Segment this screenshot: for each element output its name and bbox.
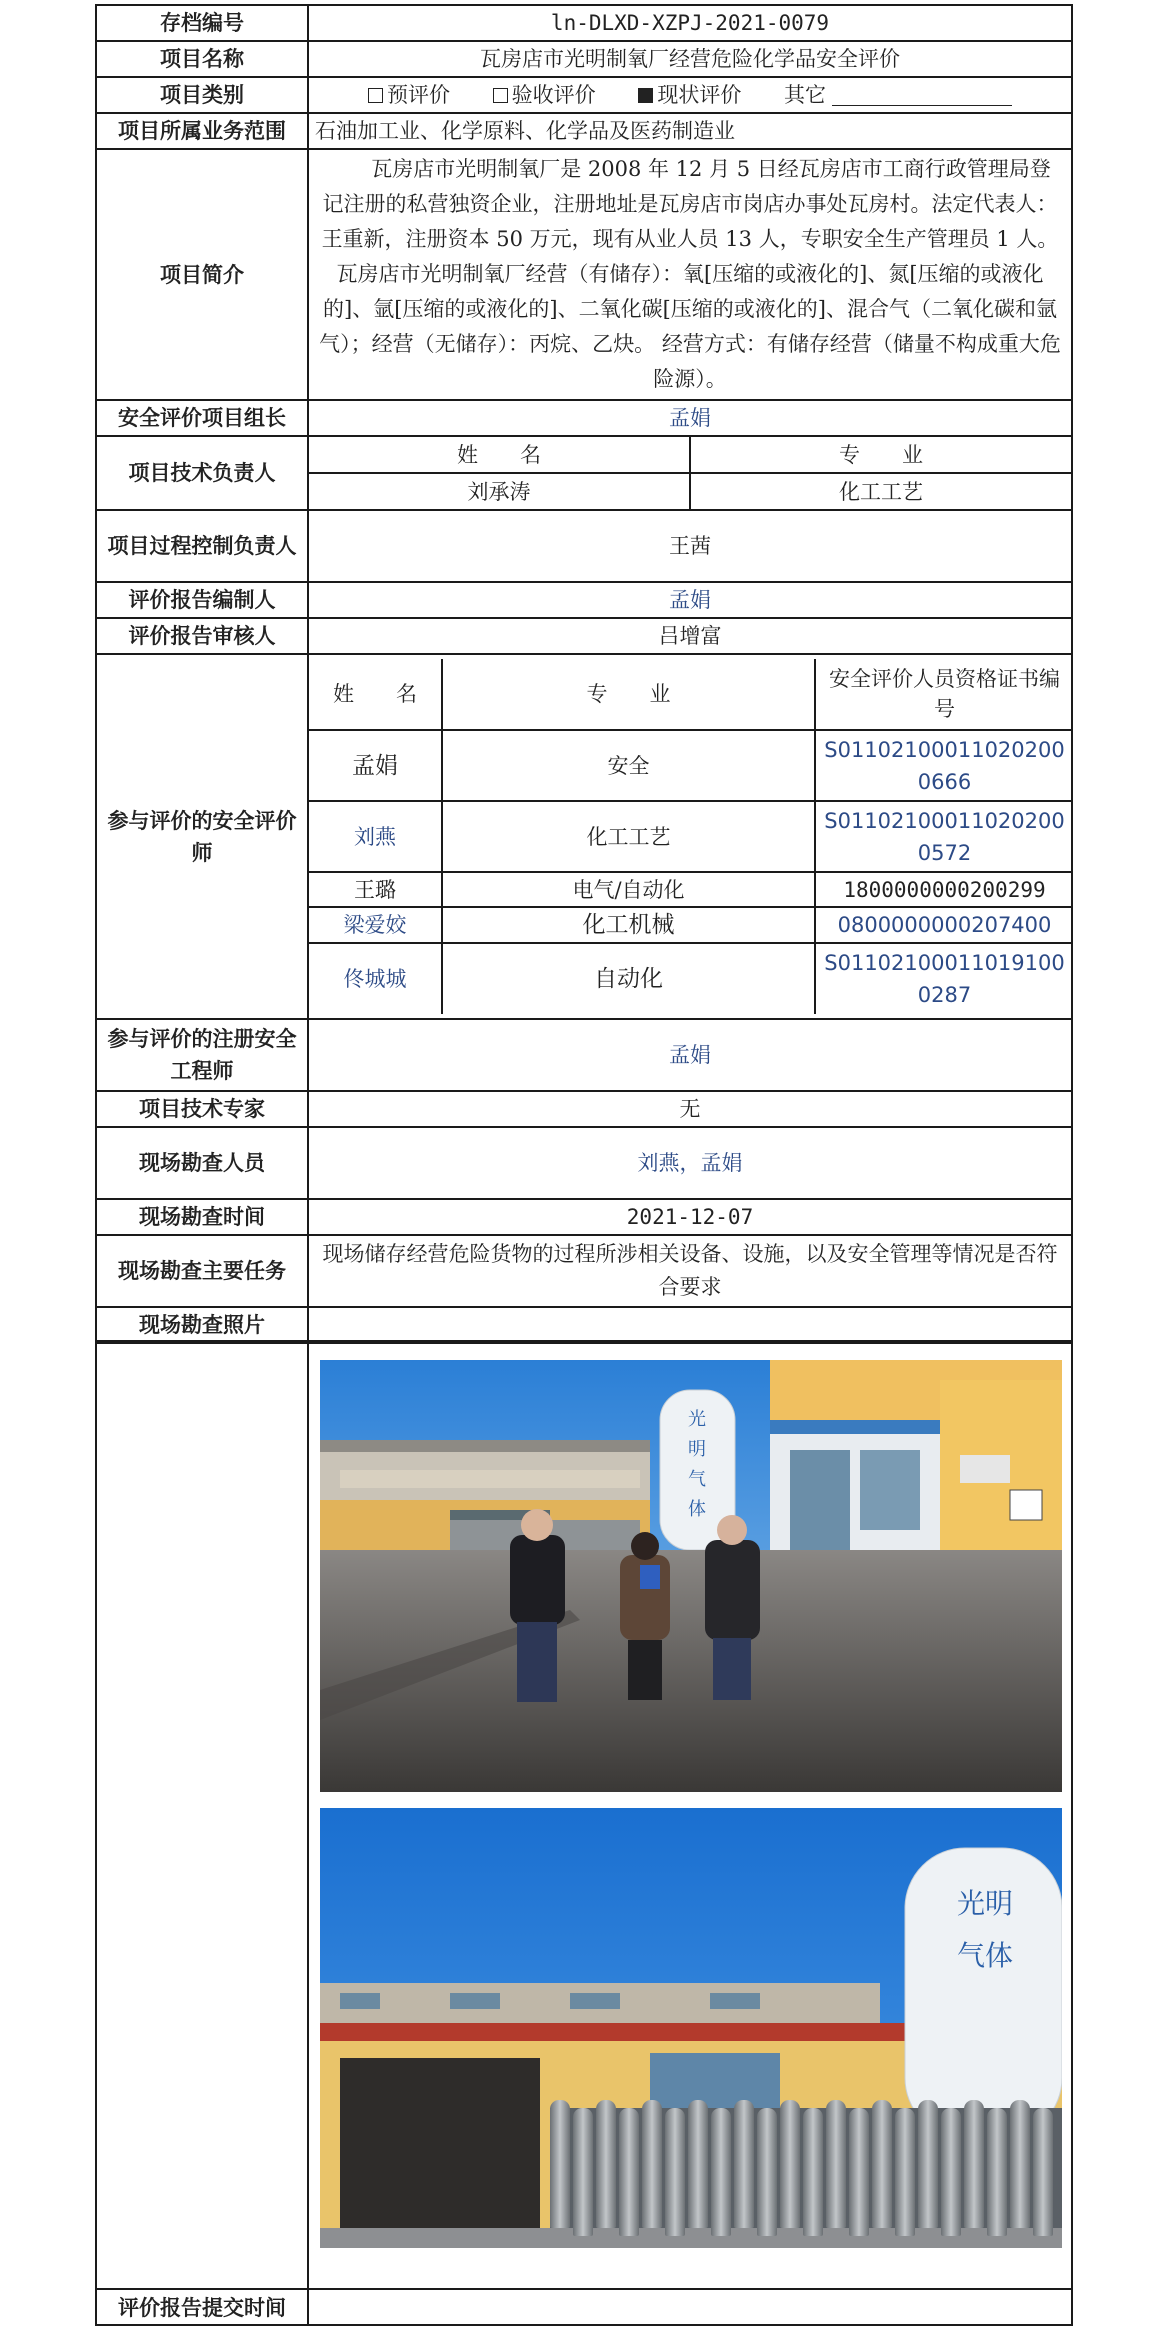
evaluator-row — [309, 872, 1073, 907]
project-type-label: 项目类别 — [96, 77, 308, 113]
evaluator-name-signature: 梁爱姣 — [309, 907, 442, 943]
evaluator-name-header: 姓 名 — [309, 659, 442, 730]
evaluator-row — [309, 907, 1073, 943]
gas-cylinder — [596, 2100, 616, 2228]
evaluator-major: 化工工艺 — [442, 801, 815, 872]
gas-cylinder — [895, 2108, 915, 2236]
gas-cylinder — [1033, 2108, 1053, 2236]
site-staff-label: 现场勘查人员 — [96, 1127, 308, 1199]
site-task-label: 现场勘查主要任务 — [96, 1235, 308, 1307]
site-staff-signature: 刘燕，孟娟 — [308, 1127, 1072, 1199]
tech-expert-label: 项目技术专家 — [96, 1091, 308, 1127]
gas-cylinder — [665, 2108, 685, 2236]
project-type-options — [308, 77, 1072, 113]
report-writer-signature: 孟娟 — [308, 582, 1072, 618]
gas-cylinder — [826, 2100, 846, 2228]
gas-cylinder — [642, 2100, 662, 2228]
project-name-value: 瓦房店市光明制氧厂经营危险化学品安全评价 — [308, 41, 1072, 77]
evaluator-cert-header: 安全评价人员资格证书编号 — [815, 659, 1073, 730]
report-reviewer-label: 评价报告审核人 — [96, 618, 308, 654]
gas-cylinder — [757, 2108, 777, 2236]
gas-cylinder — [987, 2108, 1007, 2236]
gas-cylinder — [688, 2100, 708, 2228]
submit-time-value — [308, 2289, 1072, 2325]
tech-lead-table — [308, 436, 1072, 510]
option-status-evaluation[interactable]: 现状评价 — [638, 83, 741, 107]
team-leader-label: 安全评价项目组长 — [96, 400, 308, 436]
evaluator-name: 孟娟 — [309, 730, 442, 801]
process-control-label: 项目过程控制负责人 — [96, 510, 308, 582]
evaluator-cert: 0800000000207400 — [815, 907, 1073, 943]
summary-text: 瓦房店市光明制氧厂是 2008 年 12 月 5 日经瓦房店市工商行政管理局登记注册的私营独资企业，注册地址是瓦房店市岗店办事处瓦房村。法定代表人：王重新，注册资本 50 万元，现有从业人员 13 人，专职安全生产管理员 1 人。瓦房店市光明制氧厂经营（有储存）：氧[压缩的或液化的]、氮[压缩的或液化的]、氩[压缩的或液化的]、二氧化碳[压缩的或液化的]、混合气（二氧化碳和氩气）；经营（无储存）：丙烷、乙炔。 经营方式：有储存经营（储量不构成重大危险源）。 — [308, 149, 1072, 400]
tech-lead-name-header: 姓 名 — [309, 437, 690, 473]
gas-cylinder — [1010, 2100, 1030, 2228]
gas-cylinder — [918, 2100, 938, 2228]
checkbox-icon[interactable] — [493, 88, 508, 103]
gas-cylinder — [803, 2108, 823, 2236]
evaluator-major: 化工机械 — [442, 907, 815, 943]
evaluator-row — [309, 801, 1073, 872]
tech-lead-name: 刘承涛 — [309, 473, 690, 509]
archive-number: ln-DLXD-XZPJ-2021-0079 — [308, 5, 1072, 41]
tank-lettering: 光明气体 — [956, 1887, 1013, 1972]
other-blank-line — [832, 85, 1012, 106]
evaluator-major: 安全 — [442, 730, 815, 801]
tech-expert-value: 无 — [308, 1091, 1072, 1127]
gas-cylinder — [550, 2100, 570, 2228]
archive-label: 存档编号 — [96, 5, 308, 41]
evaluator-cert: S011021000110202000666 — [815, 730, 1073, 801]
site-photo-2 — [320, 1808, 1062, 2248]
evaluator-cert: 1800000000200299 — [815, 872, 1073, 907]
site-time-label: 现场勘查时间 — [96, 1199, 308, 1235]
evaluator-name-signature: 刘燕 — [309, 801, 442, 872]
option-other: 其它 — [784, 83, 1012, 107]
evaluators-table — [308, 654, 1072, 1019]
evaluator-cert: S011021000110191000287 — [815, 943, 1073, 1014]
evaluator-cert: S011021000110202000572 — [815, 801, 1073, 872]
gas-cylinder — [872, 2100, 892, 2228]
report-reviewer-value: 吕增富 — [308, 618, 1072, 654]
evaluator-name: 王璐 — [309, 872, 442, 907]
evaluator-row — [309, 943, 1073, 1014]
evaluator-row — [309, 730, 1073, 801]
option-acceptance-evaluation[interactable]: 验收评价 — [493, 83, 596, 107]
gas-cylinder — [780, 2100, 800, 2228]
project-name-label: 项目名称 — [96, 41, 308, 77]
checkbox-icon[interactable] — [368, 88, 383, 103]
tech-lead-major: 化工工艺 — [690, 473, 1071, 509]
site-photo-1 — [320, 1360, 1062, 1792]
evaluator-major: 自动化 — [442, 943, 815, 1014]
gas-cylinder — [734, 2100, 754, 2228]
gas-cylinder — [619, 2108, 639, 2236]
evaluator-name-signature: 佟城城 — [309, 943, 442, 1014]
checked-checkbox-icon[interactable] — [638, 88, 653, 103]
site-photos-label: 现场勘查照片 — [96, 1307, 308, 1343]
site-photos-header-cell — [308, 1307, 1072, 1343]
business-scope-label: 项目所属业务范围 — [96, 113, 308, 149]
site-time-value: 2021-12-07 — [308, 1199, 1072, 1235]
gas-cylinder — [573, 2108, 593, 2236]
evaluation-info-table — [95, 4, 1071, 1344]
gas-cylinder — [941, 2108, 961, 2236]
safety-engineer-label: 参与评价的注册安全工程师 — [96, 1019, 308, 1091]
site-task-value: 现场储存经营危险货物的过程所涉相关设备、设施，以及安全管理等情况是否符合要求 — [308, 1235, 1072, 1307]
team-leader-signature: 孟娟 — [308, 400, 1072, 436]
tank-lettering: 光明气体 — [688, 1409, 706, 1520]
evaluator-major: 电气/自动化 — [442, 872, 815, 907]
business-scope-value: 石油加工业、化学原料、化学品及医药制造业 — [308, 113, 1072, 149]
photo-label-cell — [96, 1341, 308, 2289]
tech-lead-label: 项目技术负责人 — [96, 436, 308, 510]
safety-engineer-signature: 孟娟 — [308, 1019, 1072, 1091]
tech-lead-major-header: 专 业 — [690, 437, 1071, 473]
summary-label: 项目简介 — [96, 149, 308, 400]
evaluators-label: 参与评价的安全评价师 — [96, 654, 308, 1019]
gas-cylinder — [964, 2100, 984, 2228]
option-pre-evaluation[interactable]: 预评价 — [368, 83, 450, 107]
process-control-value: 王茜 — [308, 510, 1072, 582]
submit-time-label: 评价报告提交时间 — [96, 2289, 308, 2325]
report-writer-label: 评价报告编制人 — [96, 582, 308, 618]
gas-cylinder — [849, 2108, 869, 2236]
gas-cylinder — [711, 2108, 731, 2236]
evaluator-major-header: 专 业 — [442, 659, 815, 730]
